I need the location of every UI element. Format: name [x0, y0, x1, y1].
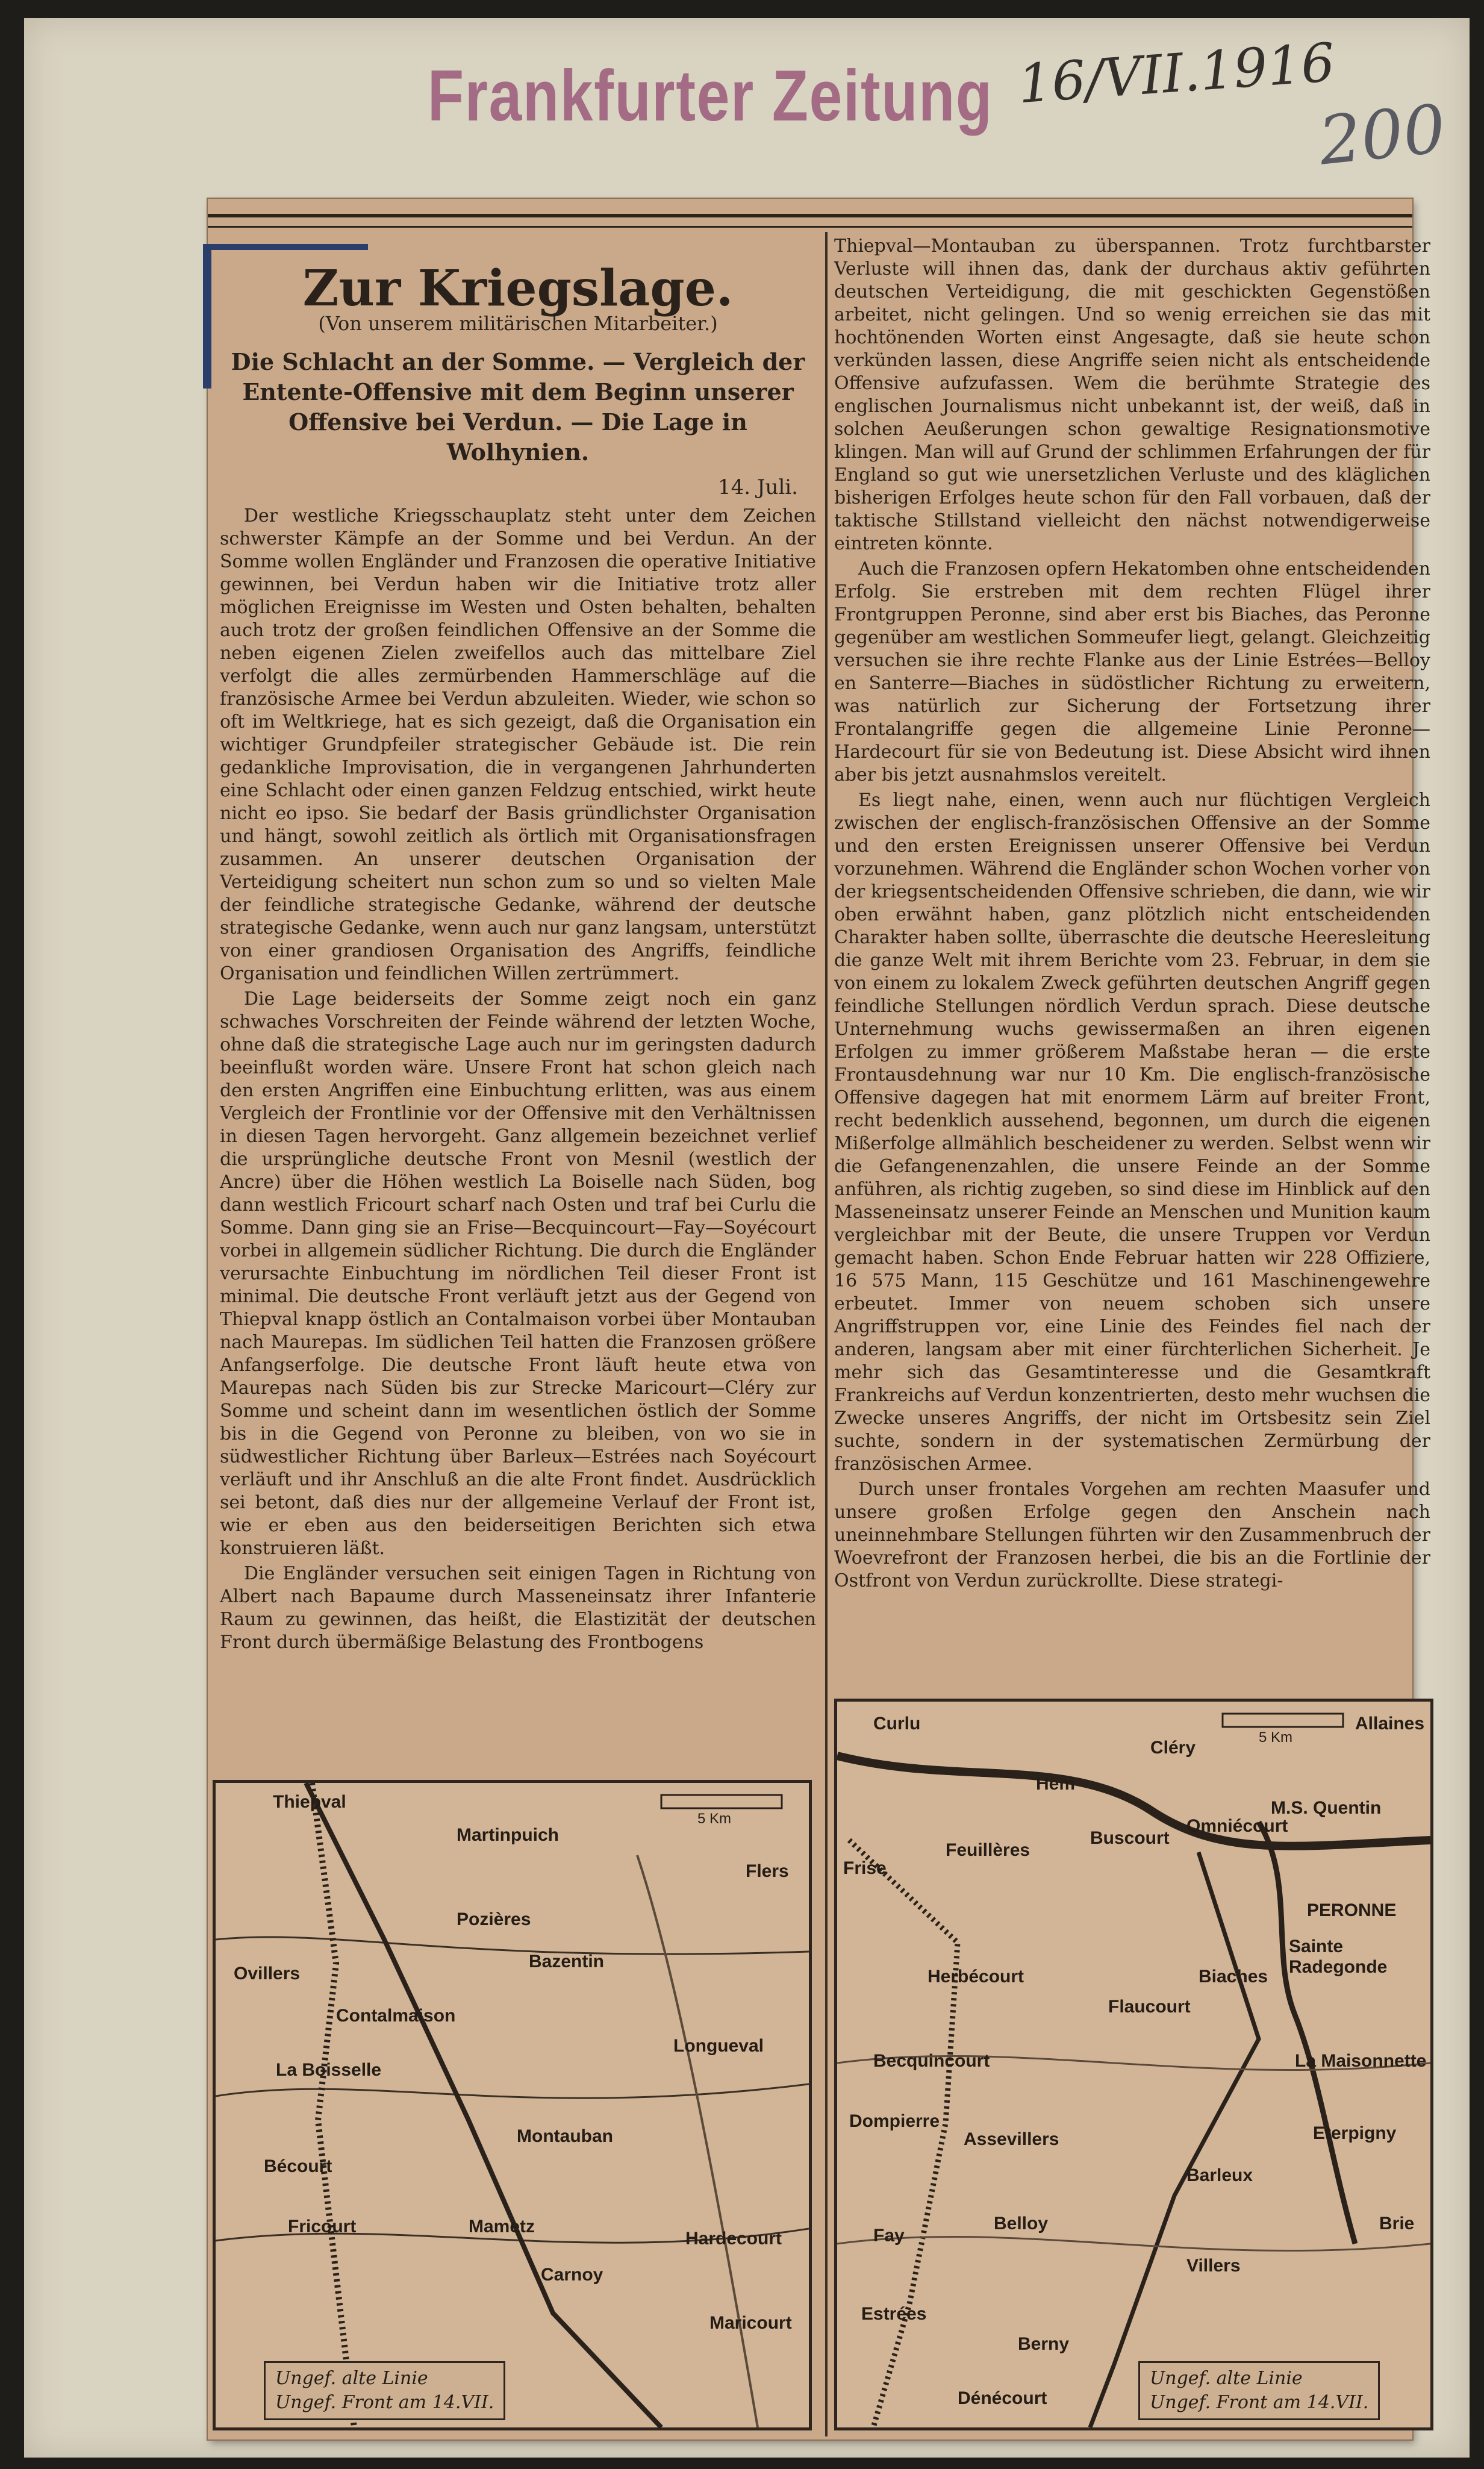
- newspaper-stamp: Frankfurter Zeitung: [428, 55, 993, 136]
- place-label: Brie: [1379, 2214, 1415, 2233]
- newspaper-clipping: [208, 199, 1430, 2439]
- place-label: Fricourt: [288, 2217, 357, 2236]
- place-label: Allaines: [1355, 1714, 1425, 1734]
- place-label: PERONNE: [1307, 1900, 1397, 1920]
- place-label: Bécourt: [264, 2156, 332, 2176]
- place-label: Hardecourt: [685, 2229, 782, 2249]
- paragraph: Auch die Franzosen opfern Hekatomben ohne entscheidenden Erfolg. Sie erstreben mit dem rechten Flügel ihrer Frontgruppen Peronne, sind aber erst bis Biaches, das Peronne gegenüber am westlichen Sommeufer liegt, gelangt. Gleichzeitig versuchen sie ihre rechte Flanke aus der Linie Estrées—Belloy en Santerre—Biaches in südöstlicher Richtung zu erweitern, was natürlich zur Sicherung der Fortsetzung ihrer Frontalangriffe gegen die allgemeine Linie Peronne—Hardecourt für sie von Bedeutung ist. Diese Absicht wird ihnen aber bis jetzt ausnahmslos vereitelt.: [834, 558, 1430, 785]
- place-label: Flers: [746, 1861, 789, 1881]
- place-label: Mametz: [469, 2217, 535, 2236]
- place-label: Montauban: [517, 2126, 613, 2146]
- place-label: Fay: [873, 2226, 905, 2246]
- map-scale: 5 Km: [1259, 1729, 1293, 1746]
- article-subhead: Die Schlacht an der Somme. — Vergleich der Entente-Offensive mit dem Beginn unserer Offensive bei Verdun. — Die Lage in Wolhynien.: [231, 348, 805, 466]
- article-title: Zur Kriegslage.: [302, 260, 734, 317]
- place-label: Villers: [1186, 2256, 1241, 2276]
- map-legend: [1138, 2361, 1380, 2420]
- place-label: Hem: [1036, 1774, 1076, 1794]
- paragraph: Die Lage beiderseits der Somme zeigt noch ein ganz schwaches Vorschreiten der Feinde während der letzten Woche, ohne daß die strategische Lage auch nur im geringsten dadurch beeinflußt worden wäre. Unsere Front hat schon gleich nach den ersten Angriffen eine Einbuchtung erlitten, was aus einem Vergleich der Frontlinie vor der Offensive mit den Verhältnissen in diesen Tagen hervorgeht. Ganz allgemein bezeichnet verlief die ursprüngliche deutsche Front von Mesnil (westlich der Ancre) über die Höhen westlich La Boiselle nach Süden, bog dann westlich Fricourt scharf nach Osten und traf bei Curlu die Somme. Dann ging sie an Frise—Becquincourt—Fay—Soyécourt vorbei in allgemein südlicher Richtung. Die durch die Engländer verursachte Einbuchtung im nördlichen Teil dieser Front ist minimal. Die deutsche Front verläuft jetzt aus der Gegend von Thiepval knapp östlich an Contalmaison vorbei über Montauban nach Maurepas. Im südlichen Teil hatten die Franzosen größere Anfangserfolge. Die deutsche Front läuft heute etwa von Maurepas nach Süden bis zur Strecke Maricourt—Cléry zur Somme und scheint dann im wesentlichen östlich der Somme bis in die Gegend von Peronne zu bleiben, von wo sie in südwestlicher Richtung über Barleux—Estrées nach Soyécourt verläuft und ihr Anschluß an die alte Front findet. Ausdrücklich sei betont, daß dies nur der allgemeine Verlauf der Front ist, wie er eben aus den beiderseitigen Berichten sich etwa konstruieren läßt.: [220, 988, 816, 1559]
- place-label: Martinpuich: [457, 1825, 559, 1845]
- map-scale: 5 Km: [697, 1811, 732, 1827]
- legend-current-front: Ungef. Front am 14.VII.: [1150, 2392, 1369, 2413]
- paragraph: Thiepval—Montauban zu überspannen. Trotz furchtbarster Verluste will ihnen das, dank der durchaus aktiv geführten deutschen Verteidigung, die mit geschickten Gegenstößen arbeitet, nicht gelingen. Und so wenig erreichen sie das mit hochtönenden Worten einst Angesagte, daß sie heute schon verkünden lassen, diese Angriffe seien nicht als entscheidende Offensive aufzufassen. Wem die berühmte Strategie des englischen Journalismus nicht unbekannt ist, der weiß, daß in solchen Aeußerungen schon gewaltige Resignationsmotive klingen. Man will auf Grund der schlimmen Erfahrungen der für England so gut wie unersetzlichen Verluste und des kläglichen bisherigen Erfolges heute schon für den Fall vorbauen, daß der taktische Stillstand vielleicht den nächst notwendigerweise eintreten könnte.: [834, 236, 1430, 554]
- place-label: Belloy: [994, 2214, 1049, 2233]
- article-dateline: 14. Juli.: [718, 475, 798, 499]
- place-label: Frise: [843, 1858, 887, 1878]
- right-column: [834, 235, 1430, 1595]
- place-label: Contalmaison: [336, 2006, 456, 2026]
- legend-old-line: Ungef. alte Linie: [275, 2368, 428, 2389]
- place-label: Barleux: [1186, 2165, 1253, 2185]
- place-label: Herbécourt: [928, 1967, 1024, 1987]
- place-label: Cléry: [1150, 1738, 1196, 1758]
- handwritten-date: 16/VII.1916: [1016, 31, 1337, 116]
- paragraph: Es liegt nahe, einen, wenn auch nur flüchtigen Vergleich zwischen der englisch-französischen Offensive an der Somme und den ersten Ereignissen unserer Offensive bei Verdun vorzunehmen. Während die Engländer schon Wochen vorher von der kriegsentscheidenden Offensive schrieben, die dann, wie wir oben erwähnt haben, ganz plötzlich nicht entscheidenden Charakter haben sollte, überraschte die deutsche Heeresleitung die ganze Welt mit ihrem Berichte vom 23. Februar, in dem sie von einem zu lokalem Zweck geführten deutschen Angriff gegen feindliche Stellungen nördlich Verdun sprach. Diese deutsche Unternehmung wuchs gewissermaßen an ihren eigenen Erfolgen zu immer größerem Maßstabe heran — die erste Frontausdehnung war nur 10 Km. Die englisch-französische Offensive dagegen hat mit enormem Lärm auf breiter Front, recht bedenklich aussehend, begonnen, um durch die eigenen Mißerfolge allmählich bescheidener zu werden. Selbst wenn wir die Gefangenenzahlen, die unsere Feinde an der Somme anführen, als richtig zugeben, so sind diese im Hinblick auf den Masseneinsatz unserer Feinde an Menschen und Munition kaum vergleichbar mit der Beute, die unsere Truppen vor Verdun gemacht haben. Schon Ende Februar hatten wir 228 Offiziere, 16 575 Mann, 115 Geschütze und 161 Maschinengewehre erbeutet. Immer von neuem schoben sich unsere Angriffstruppen vor, eine Linie des Feindes fiel nach der anderen, langsam aber mit einer fürchterlichen Sicherheit. Je mehr sich das Gesamtinteresse und die Gesamtkraft Frankreichs auf Verdun konzentrierten, desto mehr wuchsen die Zwecke unseres Angriffs, der nicht im Ortsbesitz sein Ziel suchte, sondern in der systematischen Zermürbung der französischen Armee.: [834, 790, 1430, 1475]
- place-label: Estrées: [861, 2304, 927, 2324]
- top-rule: [208, 214, 1412, 228]
- legend-current-front: Ungef. Front am 14.VII.: [275, 2392, 494, 2413]
- column-divider: [825, 232, 828, 2436]
- place-label: Buscourt: [1090, 1828, 1170, 1848]
- map-somme-north: [213, 1780, 812, 2430]
- place-label: Carnoy: [541, 2265, 603, 2285]
- place-label: La Maisonnette: [1295, 2051, 1427, 2071]
- paragraph: Durch unser frontales Vorgehen am rechten Maasufer und unsere großen Erfolge gegen den Anschein nach uneinnehmbare Stellungen führten wir den Zusammenbruch der Woevrefront der Franzosen herbei, die bis an die Fortlinie der Ostfront von Verdun zurückrollte. Diese strategi-: [834, 1479, 1430, 1591]
- place-label: Dénécourt: [958, 2388, 1047, 2408]
- place-label: Curlu: [873, 1714, 921, 1734]
- place-label: Becquincourt: [873, 2051, 990, 2071]
- paragraph: Der westliche Kriegsschauplatz steht unter dem Zeichen schwerster Kämpfe an der Somme und bei Verdun. An der Somme wollen Engländer und Franzosen die operative Initiative gewinnen, bei Verdun haben wir die Initiative trotz aller möglichen Ereignisse im Westen und Osten behalten, behalten auch trotz der großen feindlichen Offensive an der Somme die neben eigenen Zielen zweifellos auch das mittelbare Ziel verfolgt die alles zermürbenden Hammerschläge auf die französische Armee bei Verdun abzuleiten. Wieder, wie schon so oft im Weltkriege, hat es sich gezeigt, daß die Organisation ein wichtiger Grundpfeiler strategischer Gebäude ist. Die rein gedankliche Improvisation, die in vergangenen Jahrhunderten eine Schlacht oder einen ganzen Feldzug entschied, wirkt heute nicht eo ipso. Sie bedarf der Basis gründlichster Organisation und hängt, sowohl zeitlich als örtlich mit Organisationsfragen zusammen. An unserer deutschen Organisation der Verteidigung scheitert nun schon zum so und so vielten Male der feindliche strategische Gedanke, während der deutsche strategische Gedanke, wenn auch nur ganz langsam, unterstützt von einer grandiosen Organisation des Angriffs, feindliche Organisation und feindlichen Willen zertrümmert.: [220, 505, 816, 984]
- place-label: Thiepval: [273, 1792, 346, 1812]
- place-label: Pozières: [457, 1909, 531, 1929]
- place-label: M.S. Quentin: [1271, 1798, 1382, 1818]
- place-label: Berny: [1018, 2334, 1070, 2354]
- place-label: Assevillers: [964, 2129, 1059, 2149]
- place-label: Sainte Radegonde: [1289, 1937, 1388, 1977]
- place-label: Biaches: [1199, 1967, 1268, 1987]
- place-label: Ovillers: [234, 1964, 301, 1984]
- handwritten-number: 200: [1315, 90, 1450, 180]
- map-legend: [264, 2361, 505, 2420]
- article-byline: (Von unserem militärischen Mitarbeiter.): [318, 312, 718, 335]
- legend-old-line: Ungef. alte Linie: [1150, 2368, 1303, 2389]
- place-label: Bazentin: [529, 1952, 605, 1971]
- place-label: Eterpigny: [1313, 2123, 1397, 2143]
- place-label: Omniécourt: [1186, 1816, 1288, 1836]
- paragraph: Die Engländer versuchen seit einigen Tagen in Richtung von Albert nach Bapaume durch Masseneinsatz ihrer Infanterie Raum zu gewinnen, das heißt, die Elastizität der deutschen Front durch übermäßige Belastung des Frontbogens: [220, 1563, 816, 1653]
- place-label: Dompierre: [849, 2111, 940, 2131]
- place-label: Longueval: [673, 2036, 764, 2056]
- map-somme-south: [834, 1699, 1433, 2430]
- place-label: Flaucourt: [1108, 1997, 1191, 2017]
- place-label: Feuillères: [946, 1840, 1030, 1860]
- place-label: Maricourt: [709, 2313, 792, 2333]
- left-column: [220, 235, 816, 1656]
- place-label: La Boisselle: [276, 2060, 382, 2080]
